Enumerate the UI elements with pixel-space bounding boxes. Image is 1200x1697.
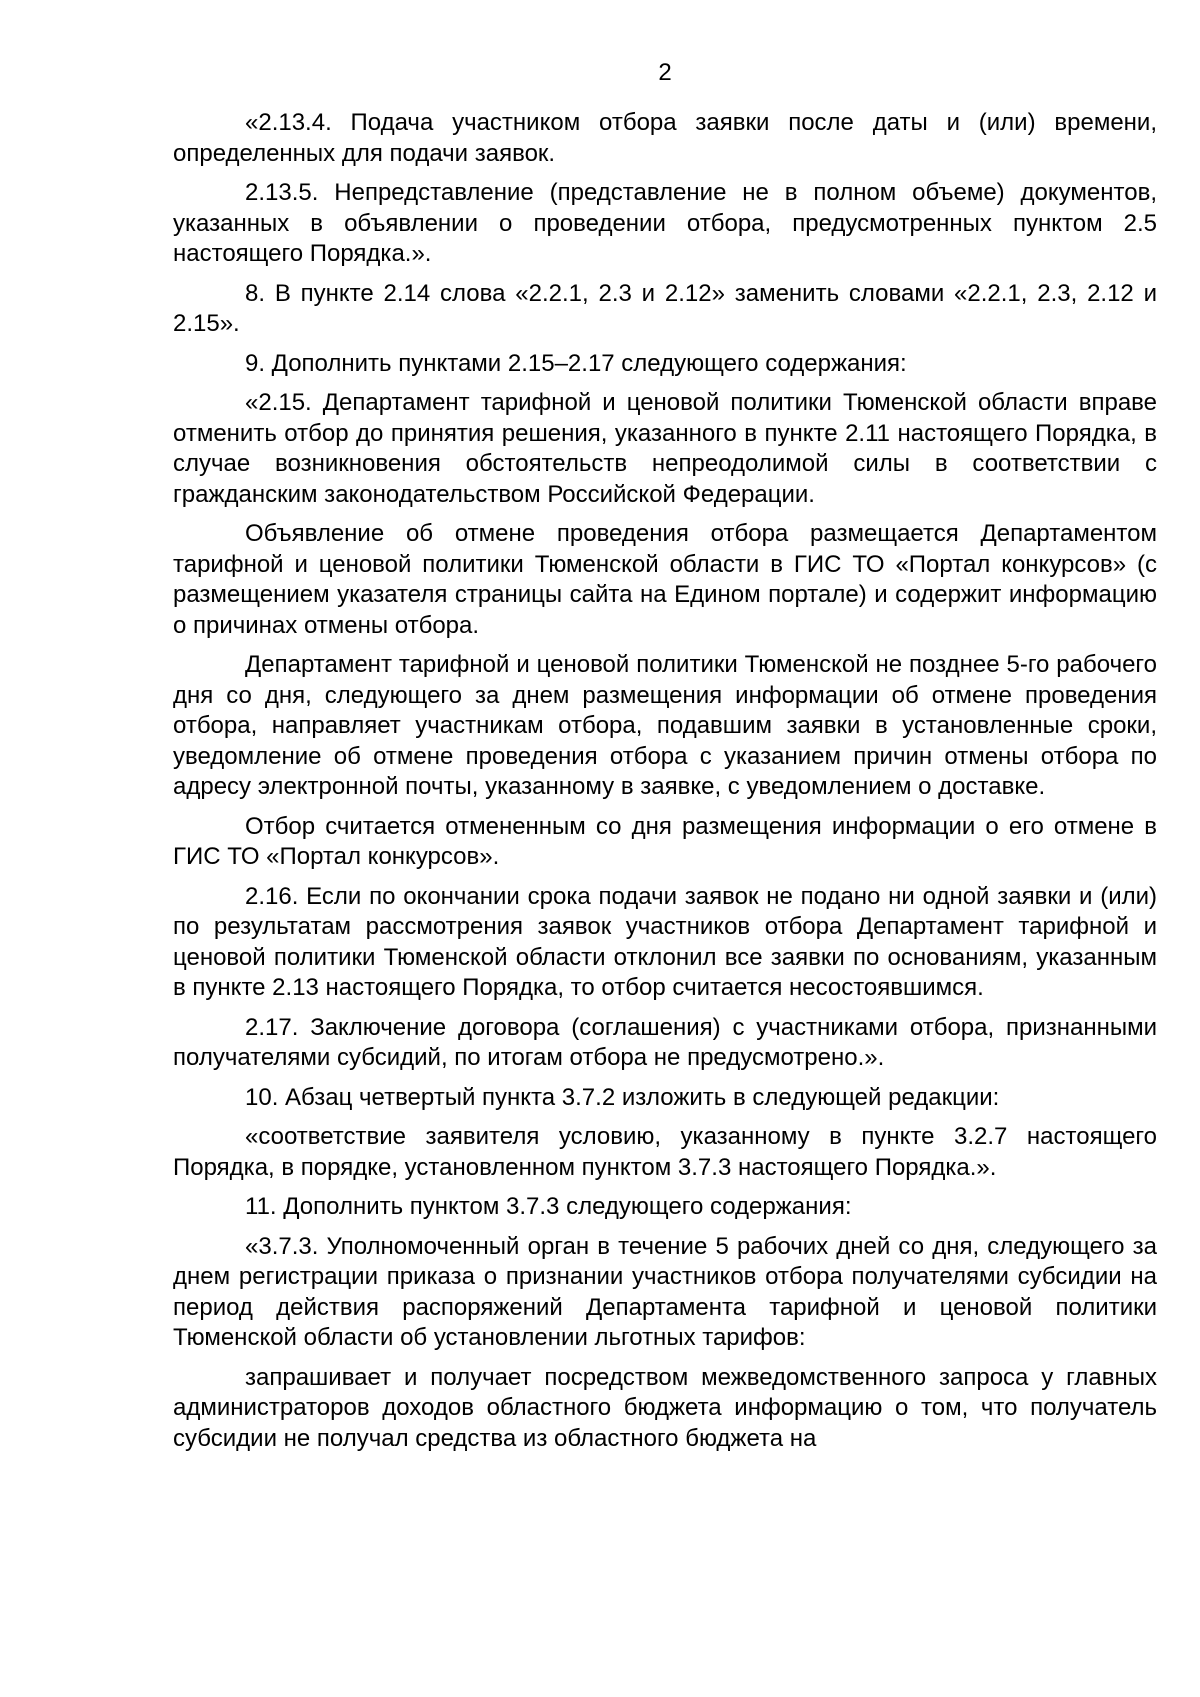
paragraph-conformity: «соответствие заявителя условию, указанному в пункте 3.2.7 настоящего Порядка, в порядке, установленном пунктом 3.7.3 настоящего Порядка.».	[173, 1123, 1157, 1181]
paragraph-2-16: 2.16. Если по окончании срока подачи заявок не подано ни одной заявки и (или) по результатам рассмотрения заявок участников отбора Департамент тарифной и ценовой политики Тюменской области отклонил все заявки по основаниям, указанным в пункте 2.13 настоящего Порядка, то отбор считается несостоявшимся.	[173, 882, 1157, 1001]
paragraph-cancellation: Отбор считается отмененным со дня размещения информации о его отмене в ГИС ТО «Портал конкурсов».	[173, 812, 1157, 870]
paragraph-department-notice: Департамент тарифной и ценовой политики Тюменской не позднее 5-го рабочего дня со дня, следующего за днем размещения информации об отмене проведения отбора, направляет участникам отбора, подавшим заявки в установленные сроки, уведомление об отмене проведения отбора с указанием причин отмены отбора по адресу электронной почты, указанному в заявке, с уведомлением о доставке.	[173, 651, 1157, 800]
paragraph-item-9: 9. Дополнить пунктами 2.15–2.17 следующего содержания:	[245, 349, 907, 377]
paragraph-3-7-3: «3.7.3. Уполномоченный орган в течение 5 рабочих дней со дня, следующего за днем регистрации приказа о признании участников отбора получателями субсидии на период действия распоряжений Департамента тарифной и ценовой политики Тюменской области об установлении льготных тарифов:	[173, 1232, 1157, 1351]
paragraph-2-15: «2.15. Департамент тарифной и ценовой политики Тюменской области вправе отменить отбор до принятия решения, указанного в пункте 2.11 настоящего Порядка, в случае возникновения обстоятельств непреодолимой силы в соответствии с гражданским законодательством Российской Федерации.	[173, 389, 1157, 508]
paragraph-item-8: 8. В пункте 2.14 слова «2.2.1, 2.3 и 2.12» заменить словами «2.2.1, 2.3, 2.12 и 2.15».	[173, 279, 1157, 337]
paragraph-2-13-4: «2.13.4. Подача участником отбора заявки после даты и (или) времени, определенных для подачи заявок.	[173, 109, 1157, 167]
paragraph-item-11: 11. Дополнить пунктом 3.7.3 следующего содержания:	[245, 1193, 852, 1220]
page-number: 2	[658, 59, 672, 86]
paragraph-2-13-5: 2.13.5. Непредставление (представление не в полном объеме) документов, указанных в объявлении о проведении отбора, предусмотренных пунктом 2.5 настоящего Порядка.».	[173, 179, 1157, 267]
paragraph-item-10: 10. Абзац четвертый пункта 3.7.2 изложить в следующей редакции:	[245, 1083, 1000, 1111]
paragraph-2-17: 2.17. Заключение договора (соглашения) с участниками отбора, признанными получателями субсидий, по итогам отбора не предусмотрено.».	[173, 1013, 1157, 1071]
paragraph-request: запрашивает и получает посредством межведомственного запроса у главных администраторов доходов областного бюджета информацию о том, что получатель субсидии не получал средства из областного бюджета на	[173, 1363, 1157, 1452]
paragraph-announcement: Объявление об отмене проведения отбора размещается Департаментом тарифной и ценовой политики Тюменской области в ГИС ТО «Портал конкурсов» (с размещением указателя страницы сайта на Едином портале) и содержит информацию о причинах отмены отбора.	[173, 520, 1157, 639]
